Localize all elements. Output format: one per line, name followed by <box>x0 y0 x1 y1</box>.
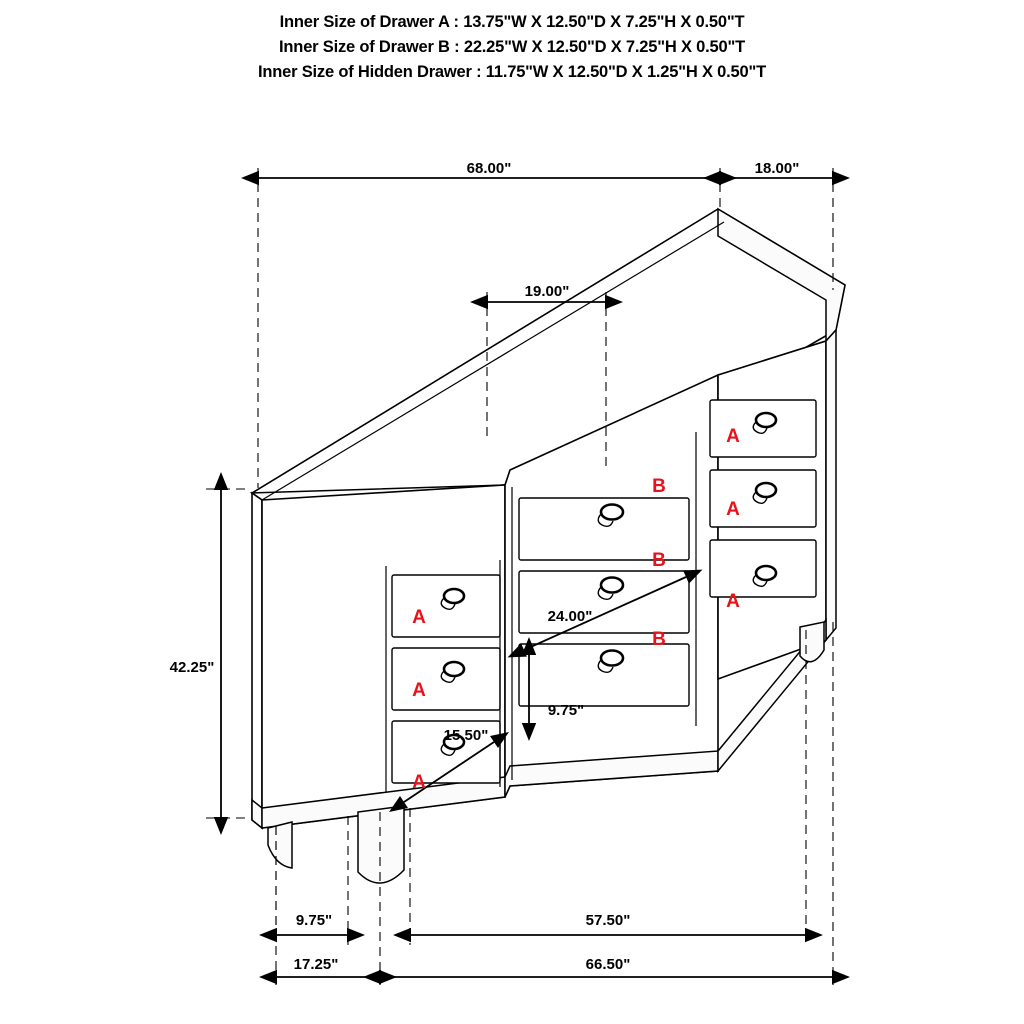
dim-base-front-label: 57.50" <box>585 912 631 929</box>
dim-base-side <box>277 912 347 935</box>
dim-top-width-label: 68.00" <box>466 160 512 177</box>
dim-base-side-total <box>277 956 379 977</box>
foot-left <box>268 822 292 868</box>
drawer-right-3 <box>710 540 816 597</box>
drawer-left-1 <box>392 575 500 637</box>
left-side-panel <box>252 493 262 828</box>
dim-top-inner-label: 19.00" <box>524 283 570 300</box>
dim-top-depth-label: 18.00" <box>754 160 800 177</box>
dim-height <box>170 489 250 818</box>
right-side-edge <box>826 330 836 640</box>
dim-top-width <box>259 160 719 178</box>
dim-base-total <box>381 956 832 977</box>
label-right-drawer-3: A <box>726 591 740 612</box>
foot-center-left <box>358 806 404 883</box>
dim-top-depth <box>721 160 832 178</box>
label-left-drawer-3: A <box>412 772 426 793</box>
label-left-drawer-2: A <box>412 680 426 701</box>
spec-line-drawer-a: Inner Size of Drawer A : 13.75"W X 12.50"D X 7.25"H X 0.50"T <box>279 13 745 31</box>
foot-right <box>800 622 824 662</box>
label-center-drawer-1: B <box>652 476 666 497</box>
dim-height-label: 42.25" <box>169 659 215 676</box>
label-right-drawer-2: A <box>726 499 740 520</box>
spec-line-hidden-drawer: Inner Size of Hidden Drawer : 11.75"W X 12.50"D X 1.25"H X 0.50"T <box>258 63 766 81</box>
dim-base-side-label: 9.75" <box>295 912 333 929</box>
spec-line-drawer-b: Inner Size of Drawer B : 22.25"W X 12.50"D X 7.25"H X 0.50"T <box>279 38 745 56</box>
label-center-drawer-3: B <box>652 629 666 650</box>
dim-base-total-label: 66.50" <box>585 956 631 973</box>
label-left-drawer-1: A <box>412 607 426 628</box>
dim-drawer-b-width-label: 24.00" <box>547 608 593 625</box>
dim-base-front <box>411 912 805 935</box>
dresser-illustration <box>252 209 845 883</box>
dim-drawer-b-height-label: 9.75" <box>547 702 585 719</box>
drawer-left-2 <box>392 648 500 710</box>
dim-drawer-a-width-label: 15.50" <box>443 727 489 744</box>
label-right-drawer-1: A <box>726 426 740 447</box>
dim-base-side-total-label: 17.25" <box>293 956 339 973</box>
label-center-drawer-2: B <box>652 550 666 571</box>
